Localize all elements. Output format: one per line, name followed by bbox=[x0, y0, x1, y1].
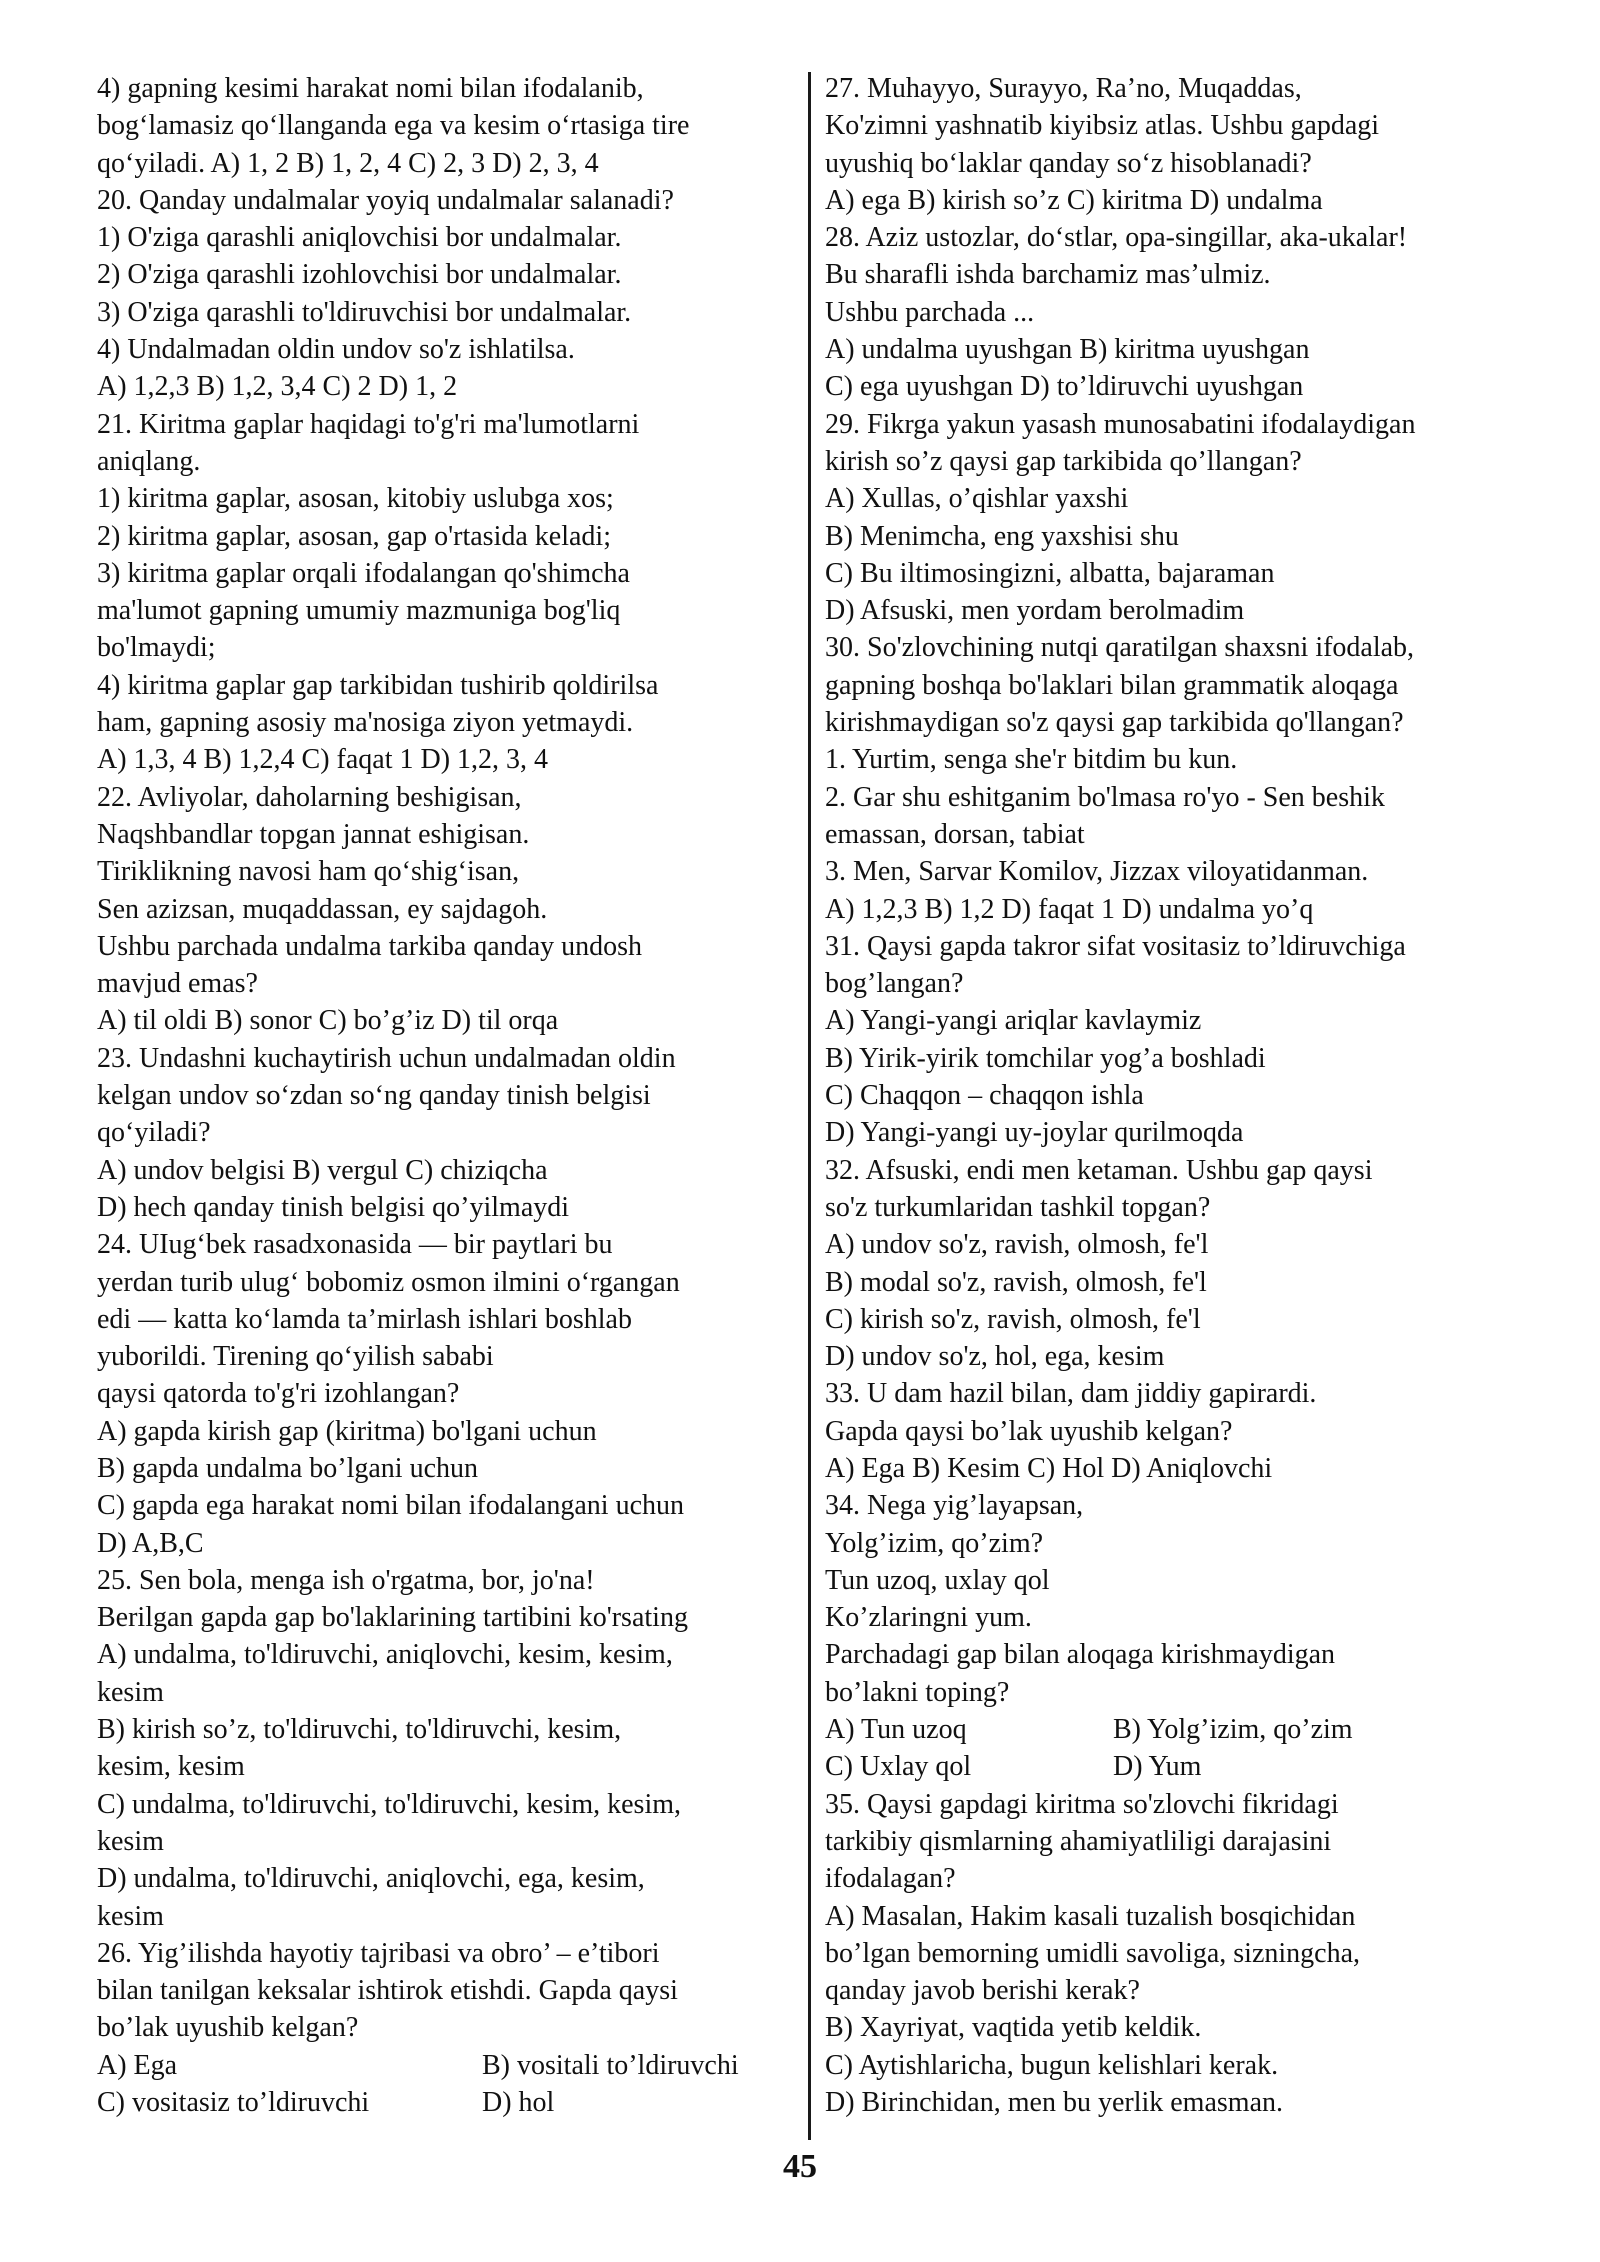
answer-option: B) Yolg’izim, qo’zim bbox=[1113, 1714, 1353, 1746]
question-23: 23. Undashni kuchaytirish uchun undalmadan oldin bbox=[97, 1042, 676, 1074]
text-line: uyushiq bo‘laklar qanday so‘z hisoblanadi? bbox=[825, 147, 1312, 179]
answer-option: A) Tun uzoq bbox=[825, 1714, 967, 1746]
text-line: Tun uzoq, uxlay qol bbox=[825, 1564, 1050, 1596]
text-line: 2) O'ziga qarashli izohlovchisi bor undalmalar. bbox=[97, 259, 622, 291]
question-25: 25. Sen bola, menga ish o'rgatma, bor, jo'na! bbox=[97, 1564, 595, 1596]
text-line: 3) kiritma gaplar orqali ifodalangan qo'shimcha bbox=[97, 557, 630, 589]
text-line: ifodalagan? bbox=[825, 1863, 956, 1895]
text-line: 3) O'ziga qarashli to'ldiruvchisi bor undalmalar. bbox=[97, 296, 632, 328]
text-line: emassan, dorsan, tabiat bbox=[825, 818, 1085, 850]
answer-option: C) vositasiz to’ldiruvchi bbox=[97, 2087, 370, 2119]
text-line: ham, gapning asosiy ma'nosiga ziyon yetmaydi. bbox=[97, 707, 634, 739]
text-line: mavjud emas? bbox=[97, 968, 258, 1000]
text-line: Ko'zimni yashnatib kiyibsiz atlas. Ushbu gapdagi bbox=[825, 110, 1380, 142]
text-line: kirishmaydigan so'z qaysi gap tarkibida qo'llangan? bbox=[825, 707, 1404, 739]
answer-row bbox=[825, 1748, 1515, 1785]
right-column bbox=[825, 70, 1515, 2121]
question-32: 32. Afsuski, endi men ketaman. Ushbu gap qaysi bbox=[825, 1154, 1373, 1186]
answer-options: A) til oldi B) sonor C) bo’g’iz D) til orqa bbox=[97, 1005, 559, 1037]
text-line: qo‘yiladi. A) 1, 2 B) 1, 2, 4 C) 2, 3 D) 2, 3, 4 bbox=[97, 147, 599, 179]
text-line: bo'lmaydi; bbox=[97, 632, 216, 664]
answer-options: A) 1,2,3 B) 1,2 D) faqat 1 D) undalma yo’q bbox=[825, 893, 1314, 925]
text-line: Ushbu parchada ... bbox=[825, 296, 1035, 328]
text-line: Naqshbandlar topgan jannat eshigisan. bbox=[97, 818, 530, 850]
text-line: qaysi qatorda to'g'ri izohlangan? bbox=[97, 1378, 460, 1410]
answer-option: C) Uxlay qol bbox=[825, 1751, 972, 1783]
answer-option: C) Bu iltimosingizni, albatta, bajaraman bbox=[825, 557, 1275, 589]
text-line: qanday javob berishi kerak? bbox=[825, 1975, 1140, 2007]
text-line: qo‘yiladi? bbox=[97, 1117, 211, 1149]
question-29: 29. Fikrga yakun yasash munosabatini ifodalaydigan bbox=[825, 408, 1416, 440]
question-24: 24. UIug‘bek rasadxonasida — bir paytlari bu bbox=[97, 1229, 613, 1261]
answer-options: D) hech qanday tinish belgisi qo’yilmaydi bbox=[97, 1191, 570, 1223]
answer-row bbox=[97, 2047, 791, 2084]
text-line: bog‘lamasiz qo‘llanganda ega va kesim o‘rtasiga tire bbox=[97, 110, 690, 142]
text-line: aniqlang. bbox=[97, 445, 201, 477]
question-21: 21. Kiritma gaplar haqidagi to'g'ri ma'lumotlarni bbox=[97, 408, 640, 440]
text-line: 2) kiritma gaplar, asosan, gap o'rtasida keladi; bbox=[97, 520, 611, 552]
answer-row bbox=[825, 1711, 1515, 1748]
answer-options: A) 1,3, 4 B) 1,2,4 C) faqat 1 D) 1,2, 3, 4 bbox=[97, 744, 549, 776]
text-line: Tiriklikning navosi ham qo‘shig‘isan, bbox=[97, 856, 520, 888]
question-31: 31. Qaysi gapda takror sifat vositasiz to’ldiruvchiga bbox=[825, 930, 1406, 962]
text-line: bo’lakni toping? bbox=[825, 1676, 1010, 1708]
text-line: kelgan undov so‘zdan so‘ng qanday tinish belgisi bbox=[97, 1080, 651, 1112]
text-line: 2. Gar shu eshitganim bo'lmasa ro'yo - Sen beshik bbox=[825, 781, 1385, 813]
question-20: 20. Qanday undalmalar yoyiq undalmalar salanadi? bbox=[97, 184, 674, 216]
text-line: Gapda qaysi bo’lak uyushib kelgan? bbox=[825, 1415, 1233, 1447]
text-line: kirish so’z qaysi gap tarkibida qo’llangan? bbox=[825, 445, 1302, 477]
question-27: 27. Muhayyo, Surayyo, Ra’no, Muqaddas, bbox=[825, 73, 1302, 104]
question-28: 28. Aziz ustozlar, do‘stlar, opa-singillar, aka-ukalar! bbox=[825, 222, 1408, 254]
answer-option: A) Ega bbox=[97, 2049, 178, 2081]
text-line: Sen azizsan, muqaddassan, ey sajdagoh. bbox=[97, 893, 548, 925]
answer-option: A) Masalan, Hakim kasali tuzalish bosqichidan bbox=[825, 1900, 1356, 1932]
answer-option: B) gapda undalma bo’lgani uchun bbox=[97, 1452, 479, 1484]
text-line: 4) Undalmadan oldin undov so'z ishlatilsa. bbox=[97, 334, 575, 366]
text-line: kesim bbox=[97, 1825, 164, 1857]
text-line: 4) gapning kesimi harakat nomi bilan ifodalanib, bbox=[97, 73, 644, 104]
answer-option: A) undov so'z, ravish, olmosh, fe'l bbox=[825, 1229, 1209, 1261]
answer-option: D) Yangi-yangi uy-joylar qurilmoqda bbox=[825, 1117, 1244, 1149]
text-line: Berilgan gapda gap bo'laklarining tartibini ko'rsating bbox=[97, 1602, 688, 1634]
question-22: 22. Avliyolar, daholarning beshigisan, bbox=[97, 781, 522, 813]
text-line: 4) kiritma gaplar gap tarkibidan tushirib qoldirilsa bbox=[97, 669, 659, 701]
answer-option: D) A,B,C bbox=[97, 1527, 204, 1559]
text-line: yerdan turib ulug‘ bobomiz osmon ilmini o‘rgangan bbox=[97, 1266, 680, 1298]
text-line: yuborildi. Tirening qo‘yilish sababi bbox=[97, 1341, 494, 1373]
answer-option: B) kirish so’z, to'ldiruvchi, to'ldiruvchi, kesim, bbox=[97, 1714, 622, 1746]
text-line: bilan tanilgan keksalar ishtirok etishdi. Gapda qaysi bbox=[97, 1975, 678, 2007]
text-line: 1) kiritma gaplar, asosan, kitobiy uslubga xos; bbox=[97, 483, 614, 515]
question-34: 34. Nega yig’layapsan, bbox=[825, 1490, 1084, 1522]
text-line: bo’lgan bemorning umidli savoliga, sizningcha, bbox=[825, 1937, 1361, 1969]
answer-option: B) modal so'z, ravish, olmosh, fe'l bbox=[825, 1266, 1207, 1298]
right-lines bbox=[825, 70, 1515, 1711]
column-divider bbox=[808, 72, 811, 2140]
answer-options: C) ega uyushgan D) to’ldiruvchi uyushgan bbox=[825, 371, 1304, 403]
answer-option: D) Afsuski, men yordam berolmadim bbox=[825, 595, 1245, 627]
text-line: Ko’zlaringni yum. bbox=[825, 1602, 1032, 1634]
question-26: 26. Yig’ilishda hayotiy tajribasi va obro’ – e’tibori bbox=[97, 1937, 660, 1969]
answer-option: A) Xullas, o’qishlar yaxshi bbox=[825, 483, 1129, 515]
answer-option: D) undalma, to'ldiruvchi, aniqlovchi, ega, kesim, bbox=[97, 1863, 645, 1895]
answer-option: B) Yirik-yirik tomchilar yog’a boshladi bbox=[825, 1042, 1266, 1074]
answer-option: A) gapda kirish gap (kiritma) bo'lgani uchun bbox=[97, 1415, 597, 1447]
answer-option: A) undalma, to'ldiruvchi, aniqlovchi, kesim, kesim, bbox=[97, 1639, 673, 1671]
question-35: 35. Qaysi gapdagi kiritma so'zlovchi fikridagi bbox=[825, 1788, 1339, 1820]
right-lines-tail bbox=[825, 1786, 1515, 2122]
text-line: Bu sharafli ishda barchamiz mas’ulmiz. bbox=[825, 259, 1271, 291]
answer-option: C) kirish so'z, ravish, olmosh, fe'l bbox=[825, 1303, 1201, 1335]
text-line: Parchadagi gap bilan aloqaga kirishmaydigan bbox=[825, 1639, 1336, 1671]
answer-option: D) undov so'z, hol, ega, kesim bbox=[825, 1341, 1165, 1373]
text-line: so'z turkumlaridan tashkil topgan? bbox=[825, 1191, 1211, 1223]
answer-option: C) Aytishlaricha, bugun kelishlari kerak. bbox=[825, 2049, 1279, 2081]
answer-options: A) ega B) kirish so’z C) kiritma D) undalma bbox=[825, 184, 1323, 216]
text-line: Ushbu parchada undalma tarkiba qanday undosh bbox=[97, 930, 643, 962]
text-line: kesim bbox=[97, 1900, 164, 1932]
answer-option: D) hol bbox=[482, 2087, 555, 2119]
question-33: 33. U dam hazil bilan, dam jiddiy gapirardi. bbox=[825, 1378, 1317, 1410]
answer-option: B) vositali to’ldiruvchi bbox=[482, 2049, 739, 2081]
text-line: kesim, kesim bbox=[97, 1751, 245, 1783]
text-line: ma'lumot gapning umumiy mazmuniga bog'liq bbox=[97, 595, 621, 627]
text-line: 1. Yurtim, senga she'r bitdim bu kun. bbox=[825, 744, 1238, 776]
text-line: edi — katta ko‘lamda ta’mirlash ishlari boshlab bbox=[97, 1303, 632, 1335]
left-column bbox=[97, 70, 791, 2121]
answer-option: D) Birinchidan, men bu yerlik emasman. bbox=[825, 2087, 1283, 2119]
answer-options: A) 1,2,3 B) 1,2, 3,4 C) 2 D) 1, 2 bbox=[97, 371, 458, 403]
text-line: bo’lak uyushib kelgan? bbox=[97, 2012, 359, 2044]
page-number: 45 bbox=[783, 2148, 817, 2185]
text-line: tarkibiy qismlarning ahamiyatliligi darajasini bbox=[825, 1825, 1332, 1857]
answer-option: B) Xayriyat, vaqtida yetib keldik. bbox=[825, 2012, 1202, 2044]
answer-option: C) undalma, to'ldiruvchi, to'ldiruvchi, kesim, kesim, bbox=[97, 1788, 682, 1820]
answer-options: A) undov belgisi B) vergul C) chiziqcha bbox=[97, 1154, 548, 1186]
text-line: 1) O'ziga qarashli aniqlovchisi bor undalmalar. bbox=[97, 222, 622, 254]
answer-option: C) Chaqqon – chaqqon ishla bbox=[825, 1080, 1144, 1112]
answer-options: A) undalma uyushgan B) kiritma uyushgan bbox=[825, 334, 1310, 366]
answer-option: B) Menimcha, eng yaxshisi shu bbox=[825, 520, 1179, 552]
answer-options: A) Ega B) Kesim C) Hol D) Aniqlovchi bbox=[825, 1452, 1273, 1484]
left-lines bbox=[97, 70, 791, 2047]
text-line: Yolg’izim, qo’zim? bbox=[825, 1527, 1044, 1559]
text-line: kesim bbox=[97, 1676, 164, 1708]
text-line: 3. Men, Sarvar Komilov, Jizzax viloyatidanman. bbox=[825, 856, 1369, 888]
question-30: 30. So'zlovchining nutqi qaratilgan shaxsni ifodalab, bbox=[825, 632, 1415, 664]
answer-option: C) gapda ega harakat nomi bilan ifodalangani uchun bbox=[97, 1490, 685, 1522]
answer-option: D) Yum bbox=[1113, 1751, 1202, 1783]
answer-row bbox=[97, 2084, 791, 2121]
text-line: gapning boshqa bo'laklari bilan grammatik aloqaga bbox=[825, 669, 1399, 701]
text-line: bog’langan? bbox=[825, 968, 964, 1000]
answer-option: A) Yangi-yangi ariqlar kavlaymiz bbox=[825, 1005, 1202, 1037]
